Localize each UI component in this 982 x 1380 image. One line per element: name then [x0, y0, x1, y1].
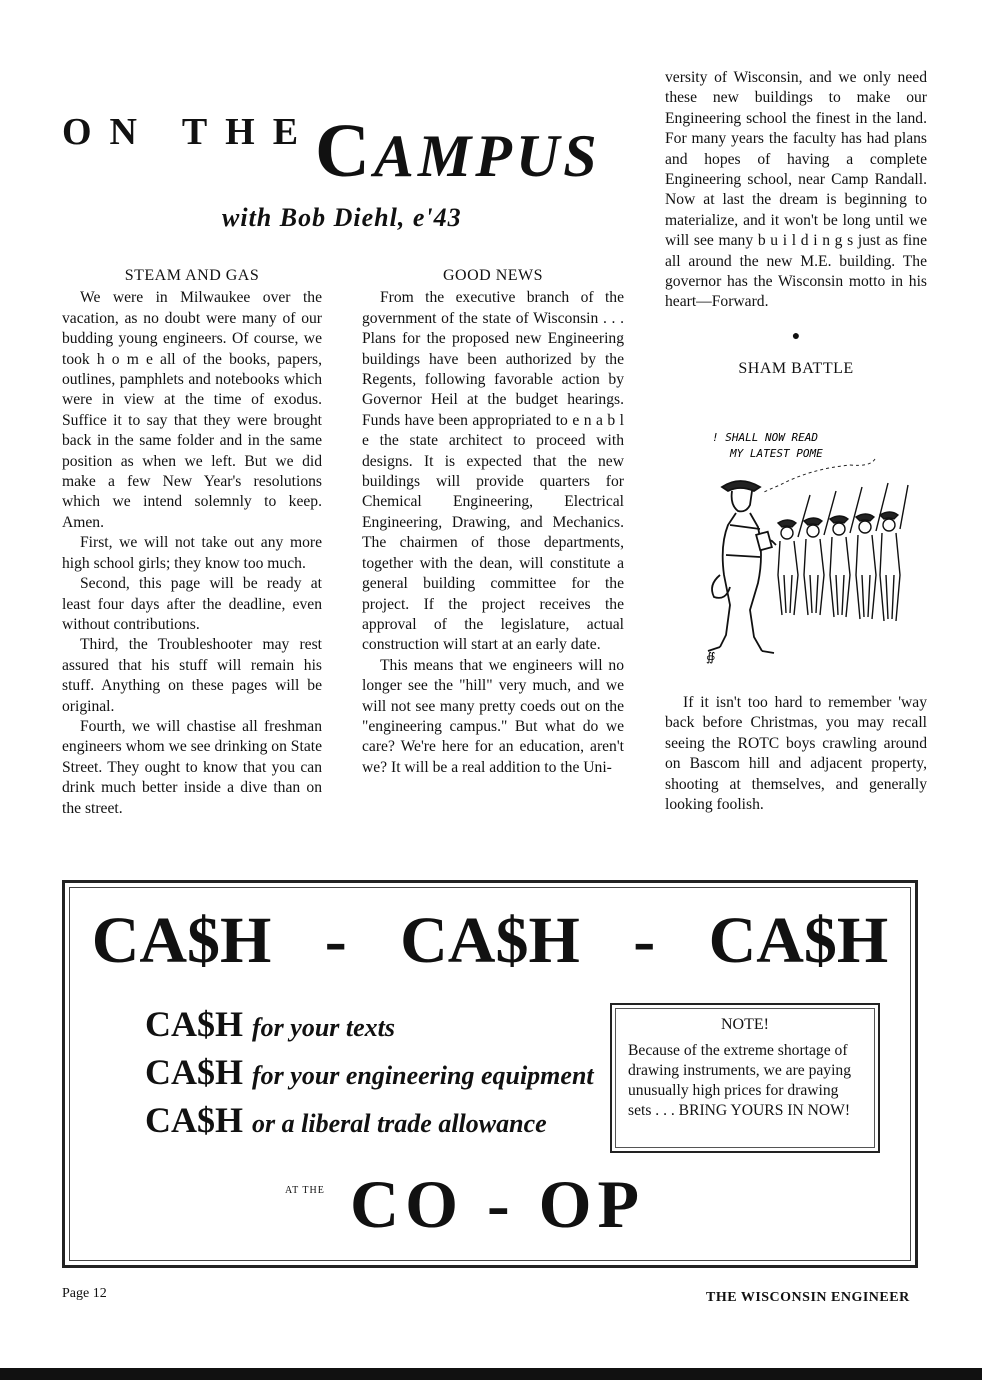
- title-campus: [315, 108, 601, 195]
- sham-battle-text: [665, 693, 927, 815]
- section-heading-steam-and-gas: STEAM AND GAS: [124, 267, 260, 284]
- paragraph: Fourth, we will chastise all freshman engineers whom we see drinking on State Street. They ought to know that you can drink much better inside a dive than on the street.: [62, 717, 322, 817]
- cash-line-texts: [145, 1003, 395, 1045]
- cash-word: CA$H: [91, 904, 272, 977]
- cash-line-text: for your engineering equipment: [252, 1061, 594, 1090]
- section-heading-sham-battle: SHAM BATTLE: [738, 360, 854, 378]
- cash-label: CA$H: [145, 1004, 243, 1044]
- svg-text:∯: ∯: [706, 650, 716, 664]
- sham-battle-cartoon: [700, 425, 910, 670]
- cash-dash: -: [324, 904, 347, 977]
- cartoon-speech-line1: ! SHALL NOW READ: [712, 431, 818, 444]
- cash-dash: -: [633, 904, 656, 977]
- title-on-the: ON THE: [62, 111, 317, 153]
- column-good-news: [362, 266, 624, 778]
- title-campus-rest: AMPUS: [373, 123, 601, 189]
- bullet-separator: ●: [791, 328, 801, 344]
- publication-name: THE WISCONSIN ENGINEER: [706, 1290, 910, 1305]
- page-number: Page 12: [62, 1286, 107, 1301]
- byline: with Bob Diehl, e'43: [222, 203, 462, 232]
- cash-headline: [65, 903, 915, 979]
- cash-label: CA$H: [145, 1100, 243, 1140]
- cash-label: CA$H: [145, 1052, 243, 1092]
- paragraph: Second, this page will be ready at least four days after the deadline, even without contributions.: [62, 575, 322, 633]
- cash-word: CA$H: [400, 904, 580, 977]
- scan-bottom-edge: [0, 1368, 982, 1380]
- cash-line-text: for your texts: [252, 1013, 395, 1042]
- paragraph: First, we will not take out any more high school girls; they know too much.: [62, 534, 322, 572]
- section-heading-good-news: GOOD NEWS: [442, 267, 544, 284]
- paragraph: We were in Milwaukee over the vacation, as no doubt were many of our budding young engineers. Of course, we took h o m e all of the books, papers, outlines, pamphlets and notebooks which were in view at the time of exodus. Suffice it to say that they were brought back in the same folder and in the same position as when we left. But we did make a few New Year's resolutions which we intend solemnly to keep. Amen.: [62, 289, 322, 531]
- paragraph: From the executive branch of the government of the state of Wisconsin . . . Plans for the proposed new Engineering buildings have been authorized by the Regents, following favorable action by Governor Heil at the budget hearings. Funds have been appropriated to e n a b l e the state architect to proceed with designs. It is expected that the new buildings will provide quarters for Chemical Engineering, Electrical Engineering, Drawing, and Mechanics. The chairmen of those departments, together with the dean, will constitute a general building committee for the project. If the project receives the approval of the legislature, actual construction will start at an early date.: [362, 289, 624, 654]
- paragraph: This means that we engineers will no longer see the "hill" very much, and we will not see many pretty coeds out on the "engineering campus." But what do we care? We're here for an education, aren't we? It will be a real addition to the Uni-: [362, 656, 624, 776]
- note-box: [610, 1003, 880, 1153]
- note-title: NOTE!: [721, 1016, 769, 1033]
- cash-line-equipment: [145, 1051, 594, 1093]
- note-text: Because of the extreme shortage of drawing instruments, we are paying unusually high prices for drawing sets . . . BRING YOURS IN NOW!: [628, 1042, 852, 1119]
- column-steam-and-gas: [62, 266, 322, 819]
- cash-line-text: or a liberal trade allowance: [252, 1109, 547, 1138]
- cartoon-speech-line2: MY LATEST POME: [730, 447, 823, 460]
- cash-word: CA$H: [708, 904, 889, 977]
- paragraph: Third, the Troubleshooter may rest assured that his stuff will remain his stuff. Anything on these pages will be original.: [62, 636, 322, 715]
- cash-line-trade: [145, 1099, 547, 1141]
- column-three: [665, 68, 927, 382]
- paragraph: If it isn't too hard to remember 'way back before Christmas, you may recall seeing the ROTC boys crawling around on Bascom hill and adjacent property, shooting at themselves, and generally looking foolish.: [665, 694, 927, 814]
- at-the-label: AT THE: [285, 1185, 325, 1196]
- coop-name: CO - OP: [350, 1166, 646, 1242]
- coop-advertisement: [62, 880, 918, 1268]
- title-campus-initial: C: [315, 109, 374, 193]
- paragraph-continuation: versity of Wisconsin, and we only need these new buildings to make our Engineering school the finest in the land. For many years the faculty has had plans and hopes of having a complete Engineering school, near Camp Randall. Now at last the dream is beginning to materialize, and it won't be long until we will see many b u i l d i n g s just as fine all around the new M.E. building. The governor has the Wisconsin motto in his heart—Forward.: [665, 69, 927, 311]
